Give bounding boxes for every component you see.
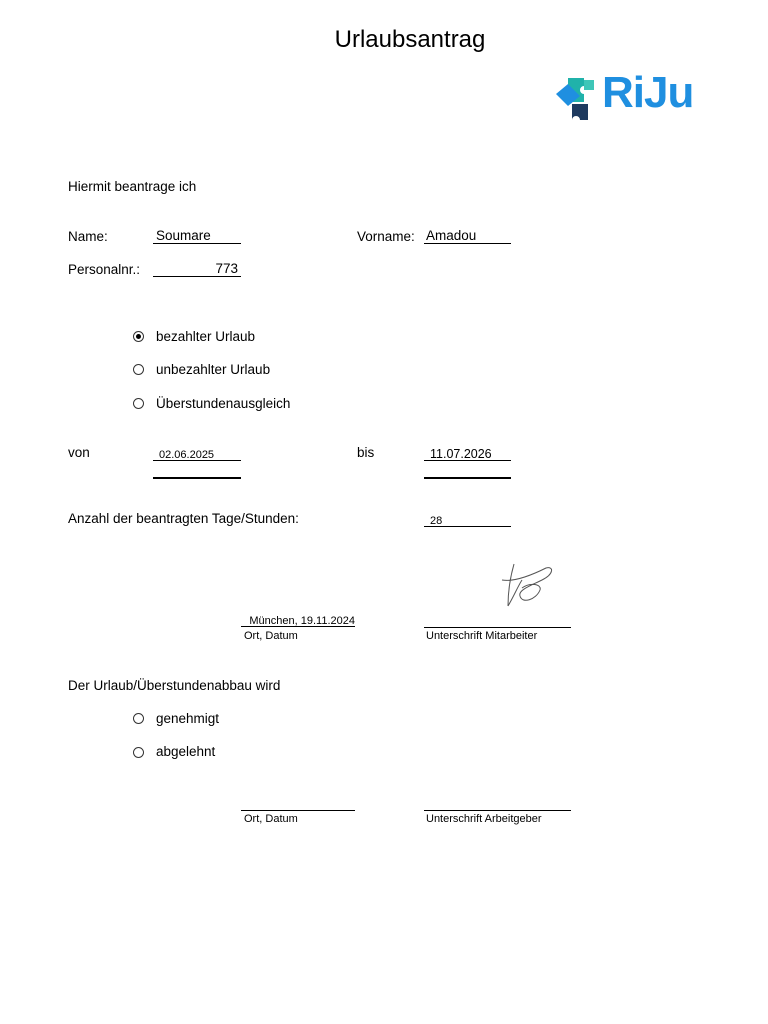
employee-signature [500, 560, 560, 612]
place-date-field[interactable] [241, 615, 355, 627]
page-title: Urlaubsantrag [334, 26, 486, 53]
employer-place-date-label: Ort, Datum [244, 813, 298, 825]
bis-field[interactable] [424, 447, 511, 461]
decision-intro: Der Urlaub/Überstundenabbau wird [68, 678, 281, 693]
employee-signature-label: Unterschrift Mitarbeiter [426, 630, 538, 642]
employer-signature-label: Unterschrift Arbeitgeber [426, 813, 542, 825]
personalnr-label: Personalnr.: [68, 262, 141, 277]
vorname-label: Vorname: [357, 229, 415, 244]
count-value: 28 [430, 515, 443, 527]
personalnr-field[interactable] [153, 261, 241, 277]
count-field[interactable] [424, 515, 511, 527]
radio-abgelehnt[interactable] [133, 747, 144, 758]
bis-label: bis [357, 445, 375, 460]
radio-genehmigt[interactable] [133, 713, 144, 724]
radio-bezahlter-urlaub[interactable] [133, 331, 144, 342]
bis-value: 11.07.2026 [430, 447, 492, 461]
decision-label: genehmigt [156, 711, 220, 726]
count-label: Anzahl der beantragten Tage/Stunden: [68, 511, 299, 526]
von-label: von [68, 445, 90, 460]
radio-ueberstundenausgleich[interactable] [133, 398, 144, 409]
employee-signature-line[interactable] [424, 627, 571, 628]
decision-label: abgelehnt [156, 744, 216, 759]
name-field[interactable] [153, 228, 241, 244]
radio-unbezahlter-urlaub[interactable] [133, 364, 144, 375]
bis-underline [424, 477, 511, 479]
personalnr-value: 773 [215, 261, 238, 276]
leave-type-label: unbezahlter Urlaub [156, 362, 271, 377]
puzzle-icon [554, 72, 602, 124]
leave-type-label: Überstundenausgleich [156, 396, 291, 411]
leave-type-label: bezahlter Urlaub [156, 329, 256, 344]
logo-wordmark: RiJu [602, 68, 694, 117]
von-underline [153, 477, 241, 479]
name-value: Soumare [156, 228, 211, 243]
intro-text: Hiermit beantrage ich [68, 179, 197, 194]
employer-signature-line[interactable] [424, 810, 571, 811]
place-date-label: Ort, Datum [244, 630, 298, 642]
von-field[interactable] [153, 449, 241, 461]
von-value: 02.06.2025 [159, 449, 215, 461]
name-label: Name: [68, 229, 108, 244]
vorname-value: Amadou [426, 228, 477, 243]
vorname-field[interactable] [424, 228, 511, 244]
company-logo [554, 70, 694, 126]
place-date-value: München, 19.11.2024 [249, 615, 355, 627]
employer-place-date-line[interactable] [241, 810, 355, 811]
